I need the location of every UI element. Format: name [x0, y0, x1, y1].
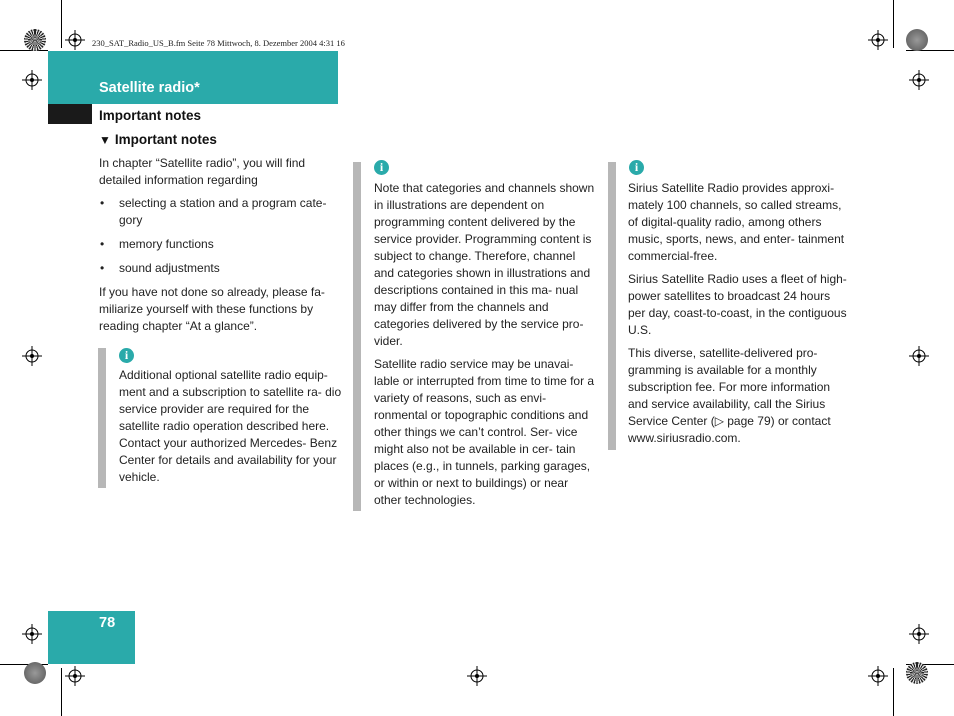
section-heading [99, 132, 217, 147]
color-rosette-icon [24, 29, 46, 51]
crop-mark-bottom-right-v [893, 668, 894, 716]
info-icon: i [374, 160, 389, 175]
color-rosette-icon [24, 662, 46, 684]
page-number: 78 [99, 615, 116, 631]
color-rosette-icon [906, 662, 928, 684]
registration-target-icon [868, 666, 888, 686]
bullet-list [99, 195, 344, 277]
crop-mark-top-right-v [893, 0, 894, 48]
list-item: • memory functions [100, 237, 214, 251]
crop-mark-top-left-v [61, 0, 62, 48]
triangle-down-icon: ▼ [99, 133, 111, 147]
registration-target-icon [868, 30, 888, 50]
sub-tab-marker [48, 104, 92, 124]
section-heading-text: Important notes [114, 132, 217, 147]
section-tab-title: Satellite radio* [99, 80, 200, 96]
crop-mark-bottom-left-v [61, 668, 62, 716]
info-icon: i [629, 160, 644, 175]
section-tab [48, 51, 338, 104]
note-bar [98, 348, 106, 488]
registration-target-icon [22, 624, 42, 644]
note-bar [353, 162, 361, 511]
registration-target-icon [909, 70, 929, 90]
column-2 [374, 180, 598, 515]
list-item: • selecting a station and a program cate- gory [100, 196, 327, 227]
sub-heading: Important notes [99, 108, 202, 123]
page-number-box [48, 611, 135, 664]
registration-target-icon [909, 624, 929, 644]
bullet-icon: • [100, 261, 105, 275]
note-paragraph: Sirius Satellite Radio provides approxi- mately 100 channels, so called streams, of digital-quality radio, among others music, sports, news, and enter- tainment commercial-free. [628, 181, 845, 263]
note-paragraph: Note that categories and channels shown in illustrations are dependent on programming content delivered by the service provider. Programming content is subject to change. Therefore, channel and categories shown in illustrations and descriptions contained in this ma- nual may differ from the channels and categories delivered by the service pro- vider. [374, 181, 595, 348]
list-item: • sound adjustments [100, 261, 220, 275]
column-3 [628, 180, 850, 453]
registration-target-icon [22, 70, 42, 90]
bullet-icon: • [100, 196, 105, 210]
intro-paragraph: In chapter “Satellite radio”, you will find detailed information regarding [99, 156, 306, 187]
familiarize-paragraph: If you have not done so already, please fa- miliarize yourself with these functions by reading chapter “At a glance”. [99, 285, 325, 333]
registration-target-icon [467, 666, 487, 686]
note-paragraph: Satellite radio service may be unavai- lable or interrupted from time to time for a variety of reasons, such as envi- ronmental or topographic conditions and other things we can’t control. Ser- vice might also not be available in cer- tain places (e.g., in tunnels, parking garages, or within or next to buildings) or near other technologies. [374, 357, 595, 507]
bullet-icon: • [100, 237, 105, 251]
note-paragraph: Sirius Satellite Radio uses a fleet of high-power satellites to broadcast 24 hours per day, coast-to-coast, in the contiguous U.S. [628, 272, 847, 337]
registration-target-icon [65, 666, 85, 686]
note-paragraph: This diverse, satellite-delivered pro- gramming is available for a monthly subscription fee. For more information and service availability, call the Sirius Service Center (▷ page 79) or contact www.siriusradio.com. [628, 346, 831, 445]
info-icon: i [119, 348, 134, 363]
crop-mark-top-left-h [0, 50, 48, 51]
column-1 [99, 155, 344, 341]
registration-target-icon [909, 346, 929, 366]
color-rosette-icon [906, 29, 928, 51]
note-text: Additional optional satellite radio equip- ment and a subscription to satellite ra- dio service provider are required for the satellite radio operation described here. Contact your authorized Mercedes- Benz Center for details and availability for your vehicle. [119, 368, 342, 484]
registration-target-icon [22, 346, 42, 366]
registration-target-icon [65, 30, 85, 50]
print-header: 230_SAT_Radio_US_B.fm Seite 78 Mittwoch, 8. Dezember 2004 4:31 16 [92, 38, 345, 48]
note-bar [608, 162, 616, 450]
